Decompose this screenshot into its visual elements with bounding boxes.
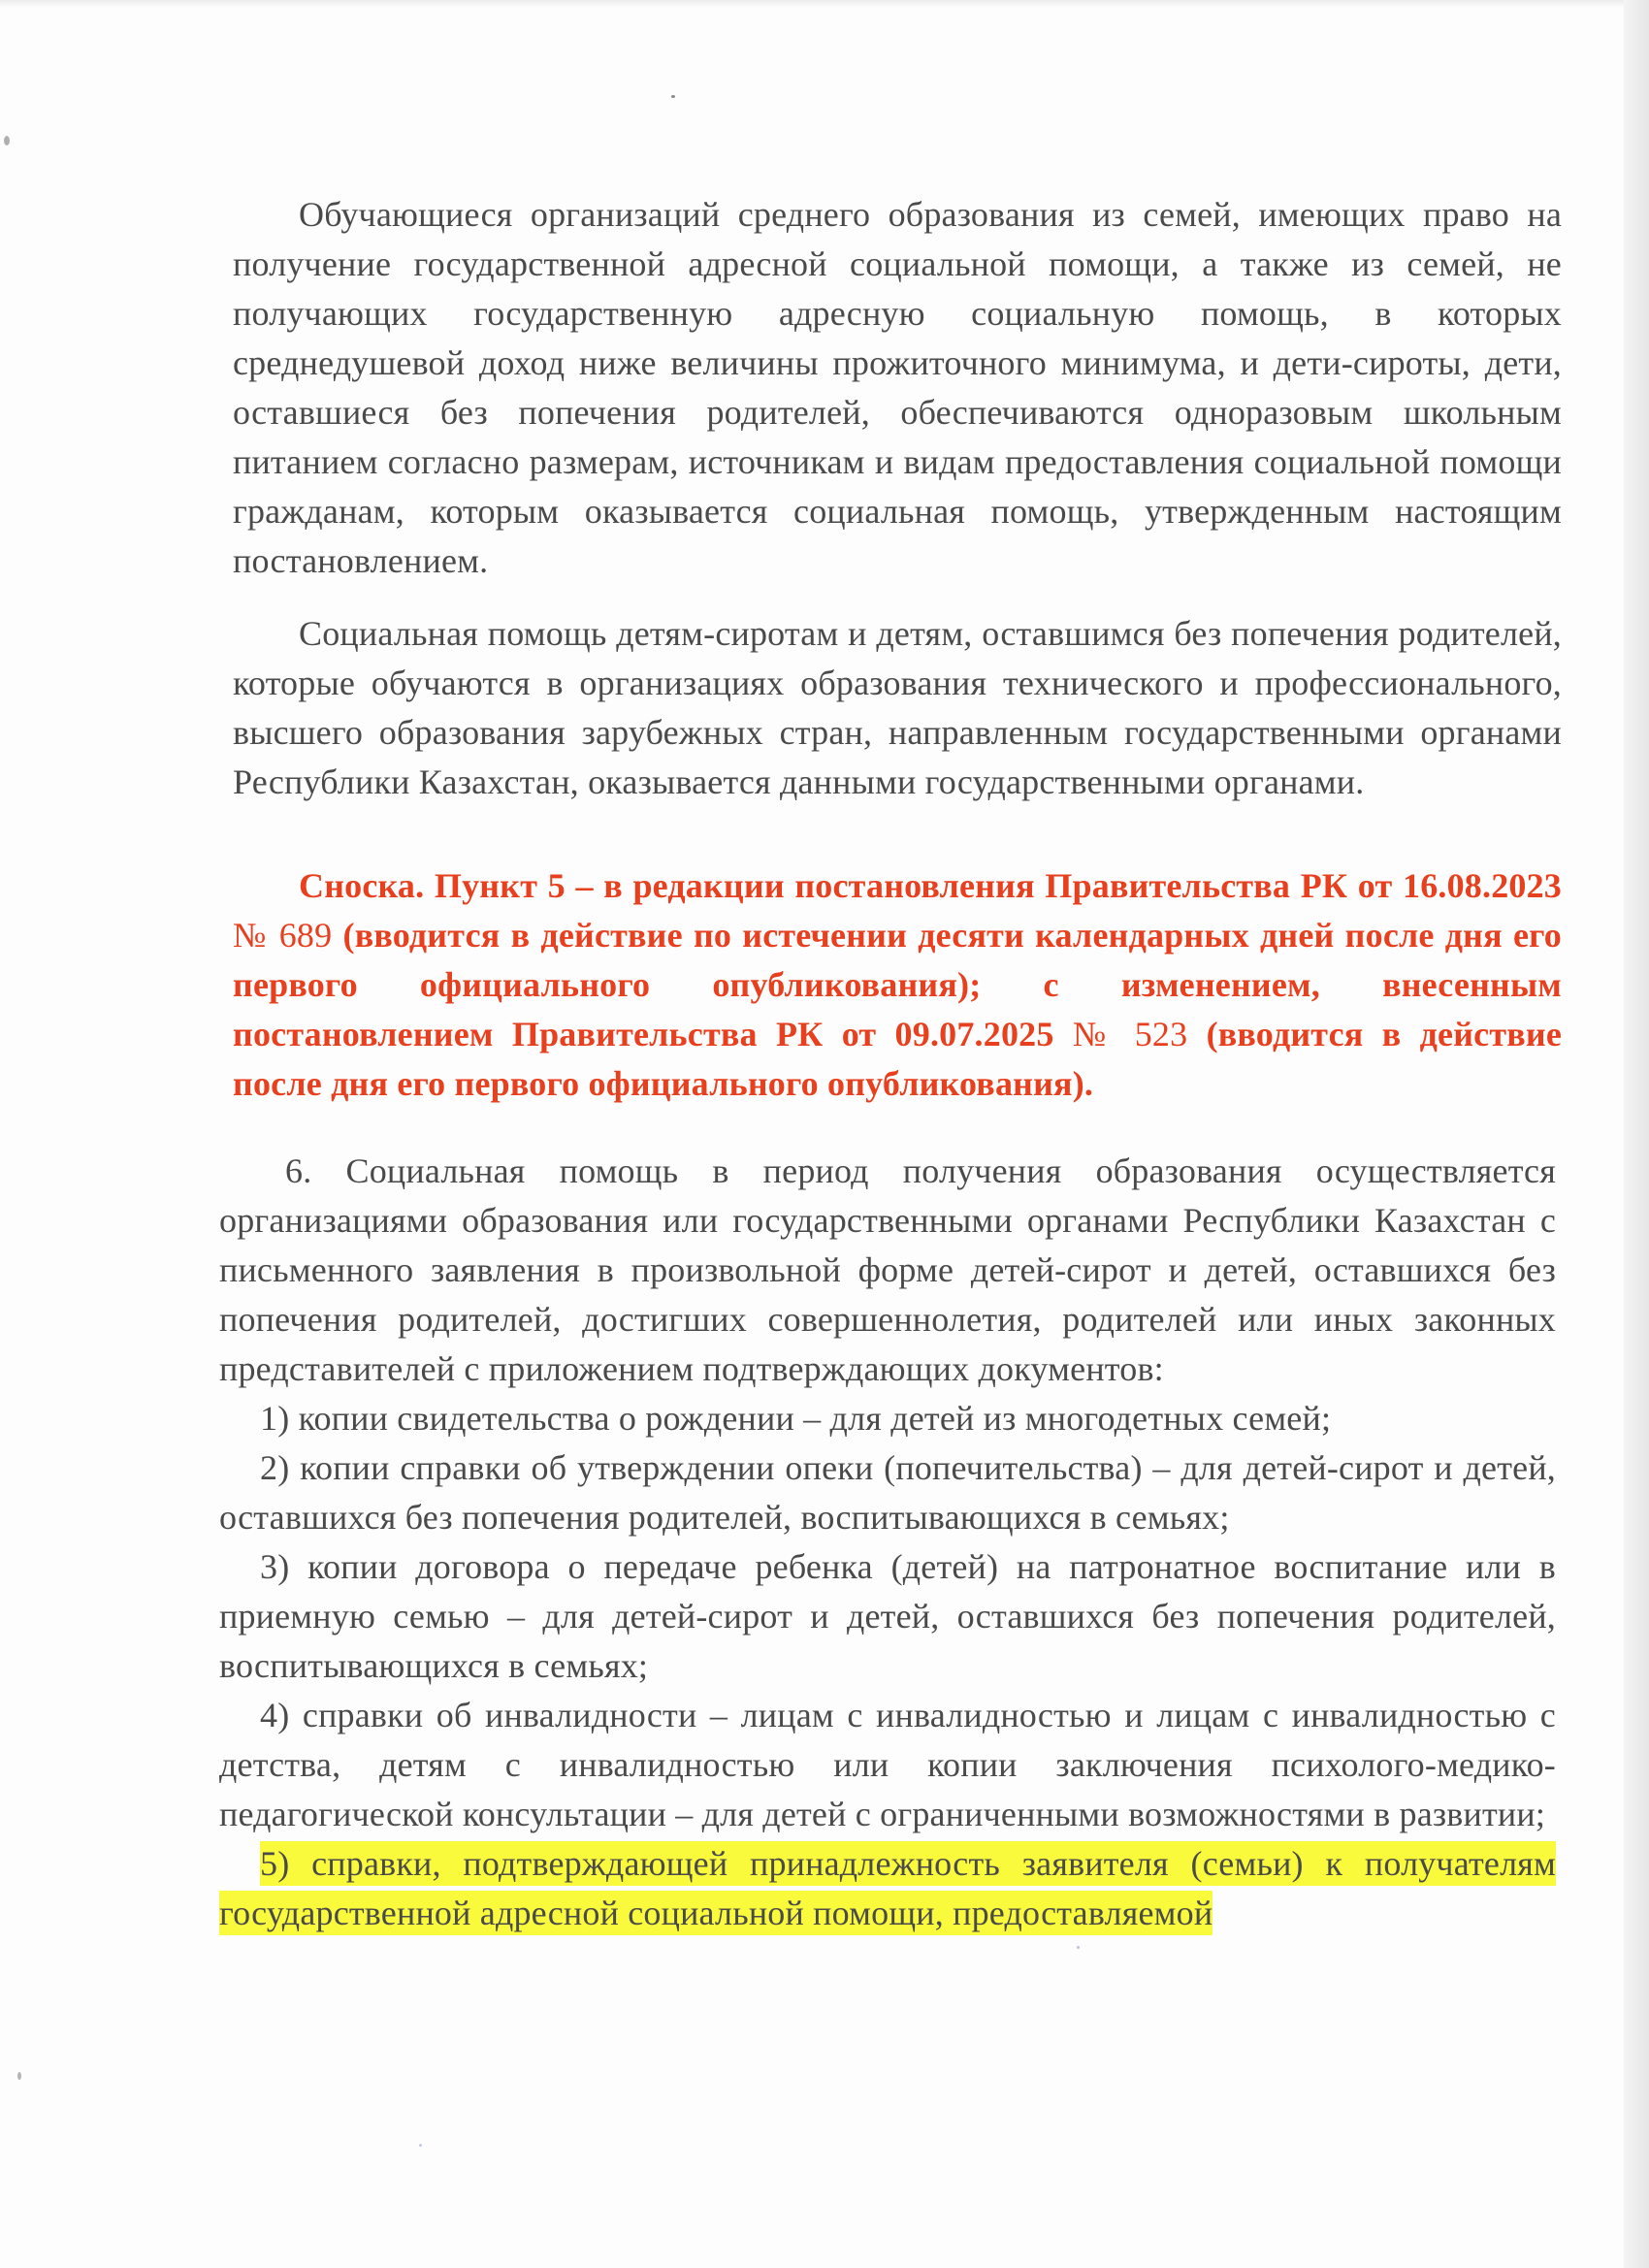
scan-speck (671, 95, 675, 98)
section-6 (219, 1147, 1556, 1938)
list-item: 2) копии справки об утверждении опеки (попечительства) – для детей-сирот и детей, оставшихся без попечения родителей, воспитывающихся в семьях; (219, 1448, 1556, 1537)
scan-speck (419, 2144, 422, 2147)
footnote-number-2: № 523 (1072, 1015, 1188, 1053)
list-item: 3) копии договора о передаче ребенка (детей) на патронатное воспитание или в приемную семью – для детей-сирот и детей, оставшихся без попечения родителей, воспитывающихся в семьях; (219, 1547, 1556, 1685)
paragraph-orphans-abroad-text: Социальная помощь детям-сиротам и детям, оставшимся без попечения родителей, которые обучаются в организациях образования технического и профессионального, высшего образования зарубежных стран, направленным государственными органами Республики Казахстан, оказывается данными государственными органами. (233, 614, 1562, 801)
footnote-part-1: Сноска. Пункт 5 – в редакции постановления Правительства РК от 16.08.2023 (299, 866, 1562, 905)
list-item: 1) копии свидетельства о рождении – для детей из многодетных семей; (260, 1399, 1332, 1438)
footnote-part-3: (вводится в действие после дня его первого официального опубликования). (233, 1015, 1562, 1103)
list-item: 4) справки об инвалидности – лицам с инвалидностью и лицам с инвалидностью с детства, детям с инвалидностью или копии заключения психолого-медико-педагогической консультации – для детей с ограниченными возможностями в развитии; (219, 1696, 1556, 1833)
scan-speck (1077, 1946, 1080, 1949)
paragraph-orphans-abroad (233, 609, 1562, 807)
page-top-edge (0, 0, 1649, 8)
footnote-number-1: № 689 (233, 916, 333, 955)
scan-speck (17, 2072, 21, 2080)
scan-speck (4, 136, 10, 146)
section-6-intro: 6. Социальная помощь в период получения образования осуществляется организациями образования или государственными органами Республики Казахстан с письменного заявления в произвольной форме детей-сирот и детей, оставшихся без попечения родителей, достигших совершеннолетия, родителей или иных законных представителей с приложением подтверждающих документов: (219, 1151, 1556, 1388)
page-right-edge (1624, 0, 1649, 2268)
footnote-part-2: (вводится в действие по истечении десяти календарных дней после дня его первого официального опубликования); с изменением, внесенным постановлением Правительства РК от 09.07.2025 (233, 916, 1562, 1053)
paragraph-school-meals-text: Обучающиеся организаций среднего образования из семей, имеющих право на получение государственной адресной социальной помощи, а также из семей, не получающих государственную адресную социальную помощь, в которых среднедушевой доход ниже величины прожиточного минимума, и дети-сироты, дети, оставшиеся без попечения родителей, обеспечиваются одноразовым школьным питанием согласно размерам, источникам и видам предоставления социальной помощи гражданам, которым оказывается социальная помощь, утвержденным настоящим постановлением. (233, 195, 1562, 580)
footnote-amendment (233, 861, 1562, 1109)
footnote-text (233, 861, 1562, 1109)
list-item-highlighted (219, 1839, 1556, 1938)
paragraph-school-meals (233, 190, 1562, 586)
highlighted-text: 5) справки, подтверждающей принадлежность заявителя (семьи) к получателям государственной адресной социальной помощи, предоставляемой (219, 1841, 1556, 1935)
